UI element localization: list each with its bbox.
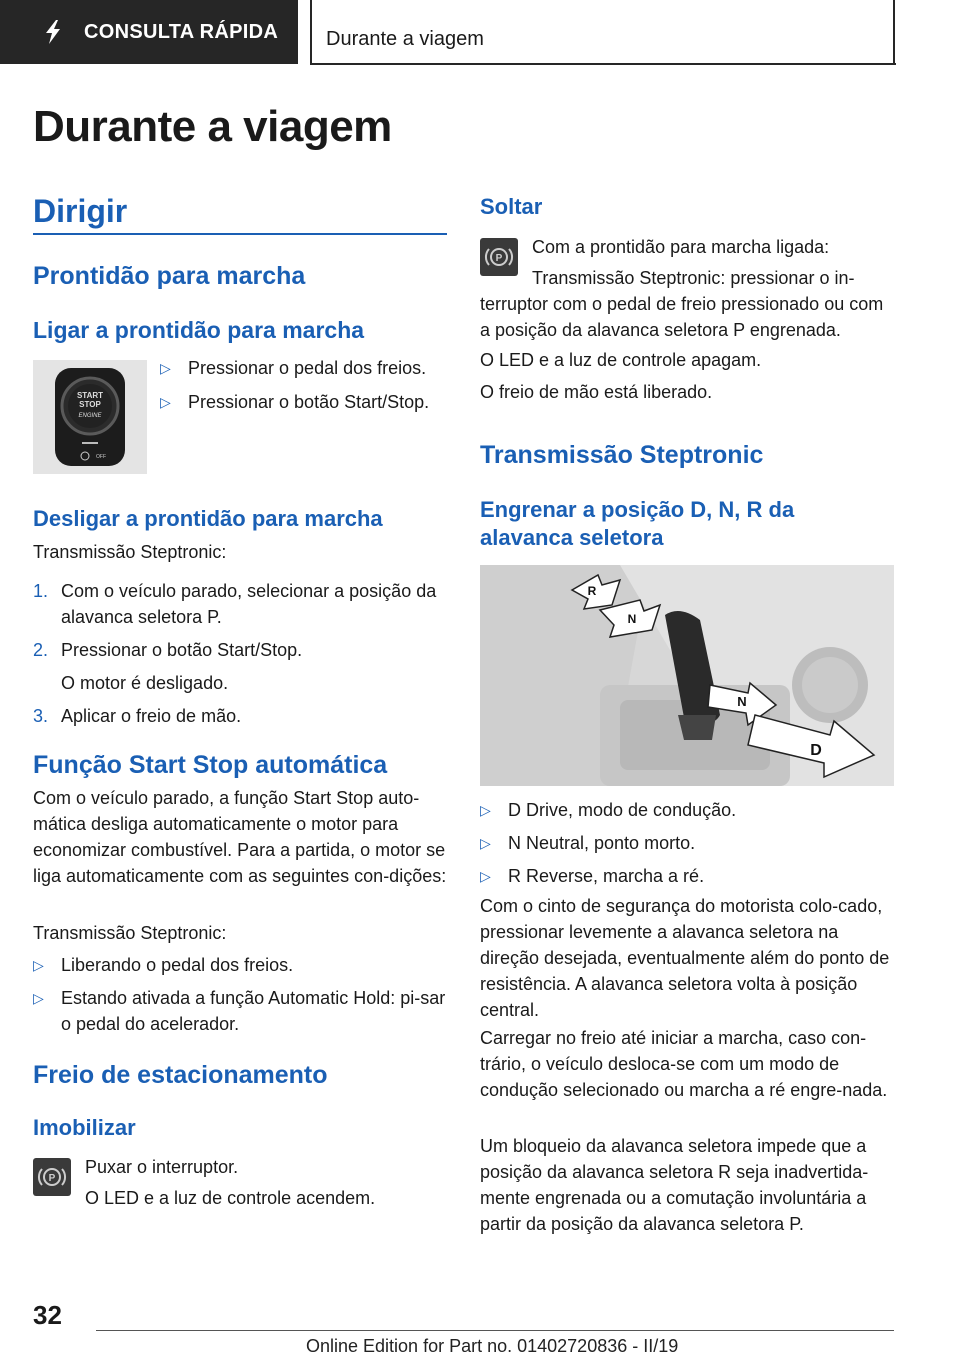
- start-stop-button-image: [33, 360, 147, 474]
- svg-text:START: START: [76, 391, 104, 400]
- start-stop-intro: Transmissão Steptronic:: [33, 923, 227, 943]
- heading-start-stop: Função Start Stop automática: [33, 751, 388, 779]
- start-stop-text: Com o veículo parado, a função Start Stop auto-mática desliga automaticamente o motor para economizar combustível. Para a partida, o motor se liga automaticamente com as seguintes con-dições:: [33, 788, 447, 886]
- list-item: ▷ Pressionar o botão Start/Stop.: [160, 389, 450, 415]
- page-title: Durante a viagem: [33, 102, 392, 151]
- svg-text:ENGINE: ENGINE: [78, 413, 102, 419]
- heading-freio: Freio de estacionamento: [33, 1061, 328, 1089]
- steptronic-p2: Carregar no freio até iniciar a marcha, caso con-trário, o veículo desloca-se com um modo de condução selecionado ou marcha a ré engre-nada.: [480, 1028, 888, 1100]
- svg-text:P: P: [495, 253, 503, 264]
- header-divider-right: [893, 0, 895, 64]
- triangle-bullet-icon: ▷: [33, 990, 44, 1006]
- soltar-p2: O LED e a luz de controle apagam.: [480, 350, 762, 370]
- page-header: [0, 0, 960, 66]
- step-note: O motor é desligado.: [61, 673, 229, 693]
- svg-text:N: N: [627, 612, 637, 626]
- section-title: Durante a viagem: [326, 28, 484, 50]
- desligar-steps: [33, 578, 447, 729]
- start-stop-button-icon: [33, 360, 147, 474]
- gear-list: [480, 797, 894, 889]
- heading-ligar: Ligar a prontidão para marcha: [33, 317, 365, 343]
- triangle-bullet-icon: ▷: [480, 868, 491, 884]
- list-item: ▷ Liberando o pedal dos freios.: [33, 952, 447, 978]
- list-item: 3. Aplicar o freio de mão.: [33, 706, 242, 726]
- list-item: ▷ N Neutral, ponto morto.: [480, 830, 894, 856]
- heading-steptronic: Transmissão Steptronic: [480, 441, 764, 469]
- list-item: 2. Pressionar o botão Start/Stop.: [33, 640, 303, 660]
- start-stop-list: [33, 952, 447, 1037]
- header-underline: [310, 63, 896, 65]
- heading-imobilizar: Imobilizar: [33, 1115, 136, 1140]
- triangle-bullet-icon: ▷: [160, 360, 171, 376]
- svg-text:P: P: [48, 1173, 56, 1184]
- list-item: ▷ D Drive, modo de condução.: [480, 797, 894, 823]
- quick-reference-tab[interactable]: [0, 0, 298, 64]
- svg-text:STOP: STOP: [79, 400, 101, 409]
- page-number: 32: [33, 1300, 62, 1330]
- triangle-bullet-icon: ▷: [480, 802, 491, 818]
- soltar-line-1: Com a prontidão para marcha ligada:: [532, 237, 830, 257]
- svg-text:N: N: [737, 694, 747, 709]
- list-item: ▷ Estando ativada a função Automatic Hold: pi-sar o pedal do acelerador.: [33, 985, 447, 1037]
- header-divider: [310, 0, 312, 64]
- svg-text:R: R: [587, 584, 597, 598]
- heading-prontidao: Prontidão para marcha: [33, 262, 306, 290]
- svg-text:D: D: [810, 742, 822, 759]
- gear-selector-diagram: [480, 565, 894, 786]
- soltar-line-2: Transmissão Steptronic: pressionar o in-: [532, 268, 855, 288]
- list-item: ▷ R Reverse, marcha a ré.: [480, 863, 894, 889]
- list-item: ▷ Pressionar o pedal dos freios.: [160, 355, 450, 381]
- triangle-bullet-icon: ▷: [480, 835, 491, 851]
- steptronic-p1: Com o cinto de segurança do motorista colo-cado, pressionar levemente a alavanca seletora na direção desejada, eventualmente além do ponto de resistência. A alavanca seletora volta à posição central.: [480, 896, 890, 1020]
- list-item: 1. Com o veículo parado, selecionar a posição da alavanca seletora P.: [33, 581, 437, 627]
- footer-edition: Online Edition for Part no. 01402720836 - II/19: [306, 1336, 679, 1356]
- desligar-intro: Transmissão Steptronic:: [33, 542, 227, 562]
- ligar-list: [160, 355, 450, 415]
- heading-desligar: Desligar a prontidão para marcha: [33, 506, 383, 531]
- gear-selector-image: [480, 565, 894, 786]
- parking-brake-icon: [480, 238, 518, 276]
- soltar-p3: O freio de mão está liberado.: [480, 382, 713, 402]
- svg-text:OFF: OFF: [96, 454, 106, 460]
- triangle-bullet-icon: ▷: [33, 957, 44, 973]
- lightning-icon: [42, 19, 64, 45]
- footer-rule: [96, 1330, 894, 1331]
- tab-label: CONSULTA RÁPIDA: [84, 20, 279, 43]
- parking-brake-icon: [33, 1158, 71, 1196]
- heading-soltar: Soltar: [480, 194, 543, 219]
- steptronic-p3: Um bloqueio da alavanca seletora impede que a posição da alavanca seletora R seja inadvertida-mente engrenada ou a comutação involuntária a partir da posição da alavanca seletora P.: [480, 1136, 869, 1234]
- imob-line-1: Puxar o interruptor.: [85, 1157, 239, 1177]
- imob-line-2: O LED e a luz de controle acendem.: [85, 1188, 376, 1208]
- heading-dirigir: Dirigir: [33, 193, 128, 229]
- soltar-line-3: terruptor com o pedal de freio pressionado ou com a posição da alavanca seletora P engrenada.: [480, 294, 884, 340]
- heading-rule: [33, 233, 447, 235]
- heading-engrenar: Engrenar a posição D, N, R da alavanca seletora: [480, 497, 795, 550]
- triangle-bullet-icon: ▷: [160, 394, 171, 410]
